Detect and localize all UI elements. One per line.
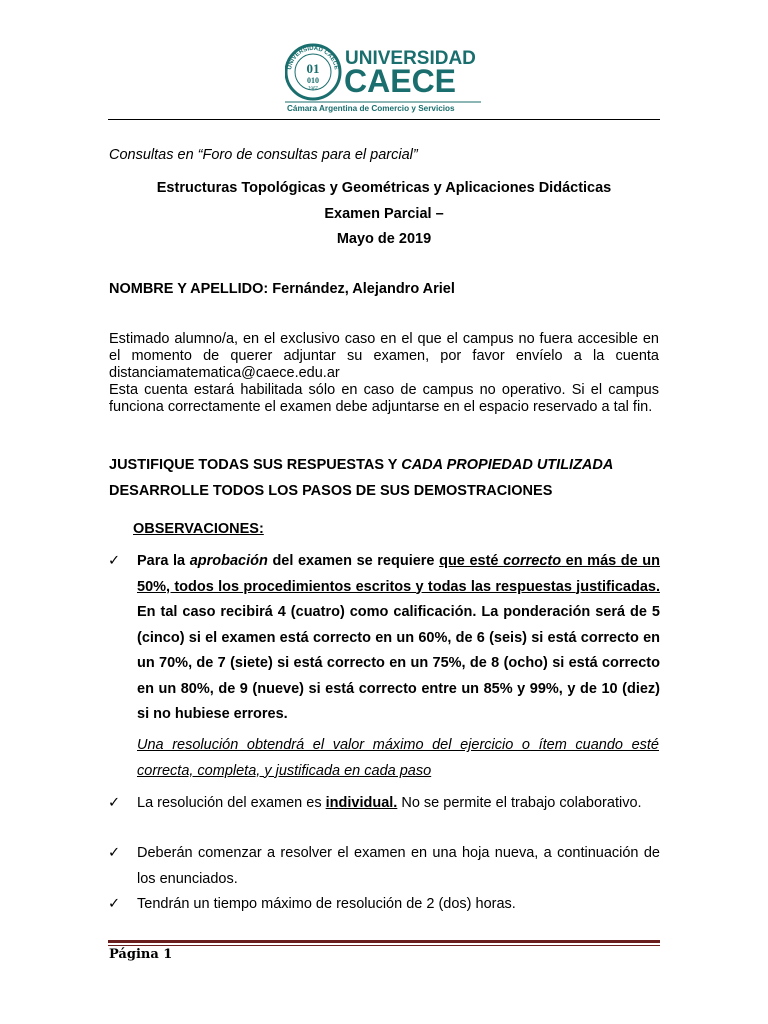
notice-p1-text: Estimado alumno/a, en el exclusivo caso en el que el campus no fuera accesible en el momento de querer adjuntar su examen, por favor envíelo a la cuenta [109,331,659,364]
b1-text-2: del examen se requiere [267,553,440,569]
checkmark-icon: ✓ [108,896,121,912]
course-title: Estructuras Topológicas y Geométricas y Aplicaciones Didácticas [156,180,612,196]
resolucion-text: Una resolución obtendrá el valor máximo del ejercicio o ítem cuando esté correcta, completa, y justificada en cada paso [137,737,659,779]
seal-text: UNIVERSIDAD CAECE [287,45,339,71]
seal-digits-top: 01 [306,61,320,76]
b1-italic-aprobacion: aprobación [189,553,268,569]
b2-text-1: La resolución del examen es [137,795,326,811]
header-rule [108,119,660,120]
notice-paragraph [109,331,659,416]
resolucion-note [137,733,659,784]
checkmark-icon: ✓ [108,845,121,861]
b1-text-1: Para la [137,553,190,569]
notice-p2: Esta cuenta estará habilitada sólo en caso de campus no operativo. Si el campus funciona correctamente el examen debe adjuntarse en el espacio reservado a tal fin. [109,382,659,415]
b4-text: Tendrán un tiempo máximo de resolución de 2 (dos) horas. [137,896,516,912]
b1-u-2: en más de un 50%, todos los procedimientos escritos y todas las respuestas justificadas. [137,553,661,595]
notice-p1 [109,331,659,382]
seal-digits-bottom: 010 [307,76,319,85]
logo-name-line2: CAECE [344,63,457,99]
instruction-justify-text: JUSTIFIQUE TODAS SUS RESPUESTAS Y [109,457,402,473]
exam-title: Examen Parcial – [324,206,444,222]
checkmark-icon: ✓ [108,553,121,569]
page-number: Página 1 [109,947,173,962]
b3-text: Deberán comenzar a resolver el examen en una hoja nueva, a continuación de los enunciados. [137,845,660,887]
observacion-individual [108,791,660,817]
observacion-tiempo [108,892,660,918]
consultas-note: Consultas en “Foro de consultas para el parcial” [109,147,418,163]
instruction-develop: DESARROLLE TODOS LOS PASOS DE SUS DEMOSTRACIONES [109,483,553,499]
instruction-justify-italic: CADA PROPIEDAD UTILIZADA [401,457,614,473]
observacion-aprobacion [108,549,660,728]
universidad-caece-logo [285,42,485,116]
b2-text-2: No se permite el trabajo colaborativo. [397,795,642,811]
student-name: NOMBRE Y APELLIDO: Fernández, Alejandro Ariel [109,281,455,297]
svg-text:1967 [307,85,319,92]
b2-individual: individual. [325,795,398,811]
b1-u-1: que esté [439,553,504,569]
observaciones-title: OBSERVACIONES: [133,521,264,537]
exam-date: Mayo de 2019 [336,231,432,247]
b1-u-italic-correcto: correcto [503,553,562,569]
logo-tagline: Cámara Argentina de Comercio y Servicios [287,104,455,113]
seal-year: 1967 [307,85,319,93]
notice-email: distanciamatematica@caece.edu.ar [109,365,340,381]
b1-text-3: En tal caso recibirá 4 (cuatro) como calificación. La ponderación será de 5 (cinco) si el examen está correcto en un 60%, de 6 (seis) si está correcto en un 70%, de 7 (siete) si está correcto en un 75%, de 8 (ocho) si está correcto en un 80%, de 9 (nueve) si está correcto entre un 85% y 99%, y de 10 (diez) si no hubiese errores. [137,604,660,722]
observacion-hoja-nueva [108,841,660,892]
footer-rule-thin [108,945,660,946]
footer-rule-thick [108,940,660,943]
instruction-justify [109,457,613,473]
checkmark-icon: ✓ [108,795,121,811]
logo-name-line1: UNIVERSIDAD [345,48,476,69]
